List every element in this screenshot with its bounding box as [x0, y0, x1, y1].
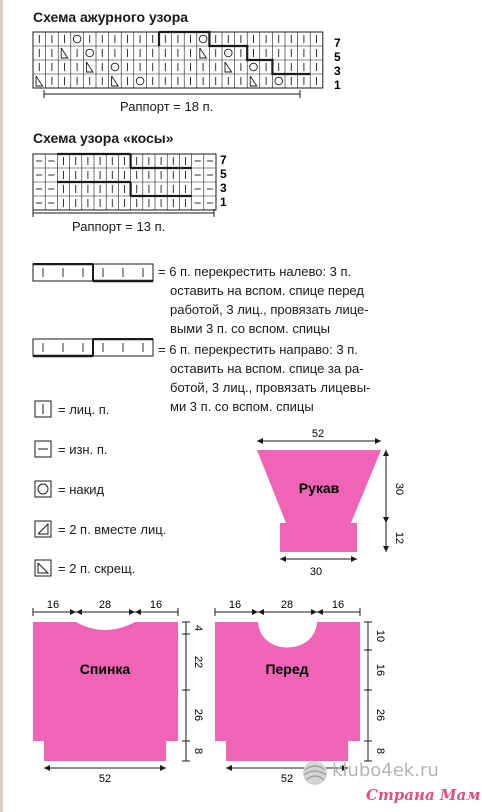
- k2tog-tbl-label: = 2 п. скрещ.: [58, 561, 136, 576]
- back-neck-depth: 4: [192, 624, 204, 632]
- row-number: 5: [334, 50, 341, 64]
- yarn-ball-logo-icon: [300, 758, 330, 788]
- scan-edge: [0, 0, 3, 812]
- yarn-over-label: = накид: [58, 482, 105, 497]
- front-bottom-width: 52: [280, 773, 294, 785]
- sleeve-label: Рукав: [298, 480, 340, 496]
- front-upper-height: 16: [374, 663, 386, 677]
- watermark-site: klubo4ek.ru: [332, 760, 439, 781]
- back-lower-height: 26: [192, 708, 204, 722]
- openwork-repeat-label: Раппорт = 18 п.: [120, 99, 214, 114]
- purl-stitch-icon: [34, 440, 54, 460]
- cable-chart: [30, 150, 250, 220]
- watermark-brand: Страна Мам: [366, 786, 481, 804]
- front-shoulder-right: 16: [331, 599, 345, 611]
- front-neck-depth: 10: [374, 629, 386, 643]
- front-band-height: 8: [374, 747, 386, 755]
- openwork-chart: [30, 28, 350, 100]
- cable-right-description: = 6 п. перекрестить направо: 3 п. оставить на вспом. спице за ра- ботой, 3 лиц., провязать лицевы- ми 3 п. со вспом. спицы: [158, 342, 371, 414]
- row-number: 7: [334, 36, 341, 50]
- row-number: 3: [334, 64, 341, 78]
- sleeve-upper-height: 30: [393, 482, 405, 496]
- k2tog-label: = 2 п. вместе лиц.: [58, 522, 167, 537]
- front-lower-height: 26: [374, 708, 386, 722]
- row-number: 1: [334, 78, 341, 92]
- sleeve-schematic: [250, 425, 410, 585]
- back-band-height: 8: [192, 747, 204, 755]
- knit-stitch-icon: [34, 400, 54, 420]
- back-shoulder-left: 16: [46, 599, 60, 611]
- front-body: [215, 622, 360, 741]
- row-number: 5: [220, 167, 227, 181]
- back-label: Спинка: [79, 661, 131, 677]
- back-band: [44, 741, 166, 761]
- sleeve-cuff: [280, 523, 357, 552]
- back-body: [33, 622, 178, 741]
- sleeve-cuff-height: 12: [393, 531, 405, 545]
- k2tog-tbl-icon: [34, 559, 54, 579]
- knit-label: = лиц. п.: [58, 402, 110, 417]
- row-number: 3: [220, 181, 227, 195]
- back-neck-width: 28: [98, 599, 112, 611]
- sleeve-top-width: 52: [311, 428, 325, 440]
- back-bottom-width: 52: [98, 773, 112, 785]
- openwork-chart-title: Схема ажурного узора: [33, 9, 189, 25]
- sleeve-bottom-width: 30: [309, 566, 323, 578]
- front-shoulder-left: 16: [228, 599, 242, 611]
- cable-repeat-label: Раппорт = 13 п.: [72, 219, 166, 234]
- row-number: 7: [220, 153, 227, 167]
- back-schematic: [28, 594, 208, 794]
- k2tog-icon: [34, 520, 54, 540]
- front-label: Перед: [265, 661, 309, 677]
- front-neck-width: 28: [280, 599, 294, 611]
- cable-left-symbol: [32, 263, 156, 283]
- cable-chart-title: Схема узора «косы»: [33, 130, 174, 146]
- row-number: 1: [220, 195, 227, 209]
- yarn-over-icon: [34, 480, 54, 500]
- back-shoulder-right: 16: [149, 599, 163, 611]
- cable-left-description: = 6 п. перекрестить налево: 3 п. оставить на вспом. спице перед работой, 3 лиц., провязать лице- выми 3 п. со вспом. спицы: [158, 264, 369, 336]
- purl-label: = изн. п.: [58, 442, 108, 457]
- cable-right-symbol: [32, 338, 156, 358]
- back-upper-height: 22: [192, 655, 204, 669]
